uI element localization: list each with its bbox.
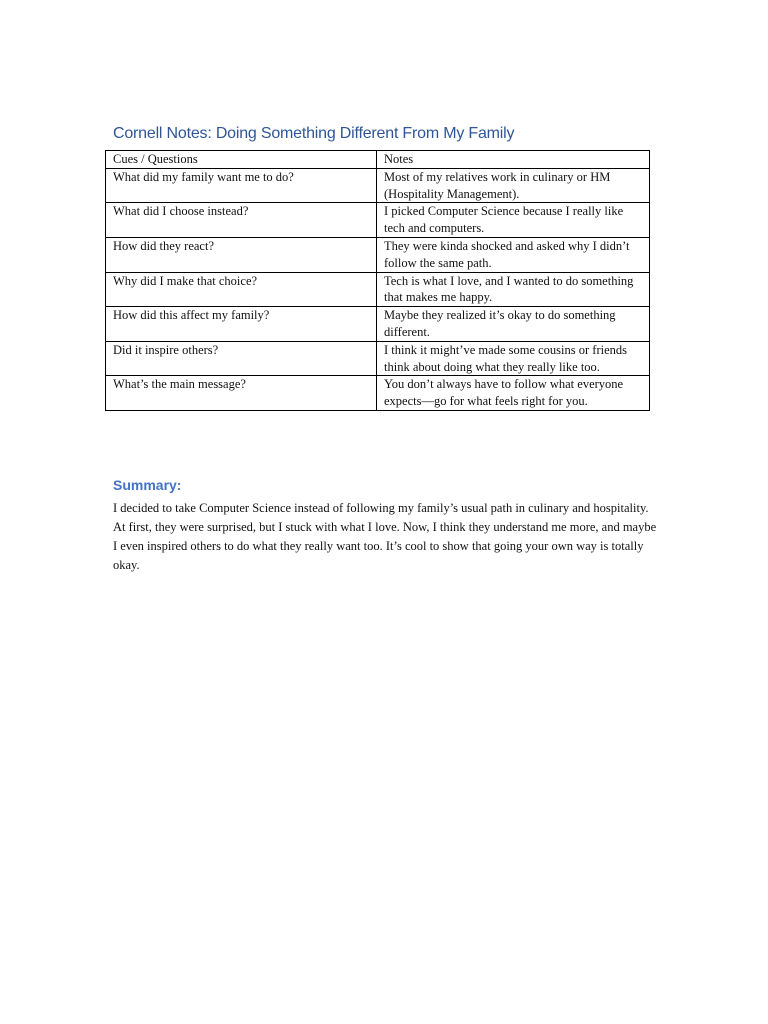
cue-cell: How did they react?	[106, 237, 377, 272]
table-row	[106, 341, 650, 376]
note-cell: I think it might’ve made some cousins or friends think about doing what they really like too.	[377, 341, 650, 376]
cue-cell: Why did I make that choice?	[106, 272, 377, 307]
summary-paragraph: I decided to take Computer Science instead of following my family’s usual path in culinary and hospitality. At first, they were surprised, but I stuck with what I love. Now, I think they understand me more, and maybe I even inspired others to do what they really want too. It’s cool to show that going your own way is totally okay.	[113, 501, 657, 572]
table-row	[106, 168, 650, 203]
page-title: Cornell Notes: Doing Something Different From My Family	[113, 125, 515, 142]
column-header-cues: Cues / Questions	[106, 151, 377, 169]
summary-heading: Summary:	[113, 477, 182, 493]
table-row	[106, 376, 650, 411]
cue-cell: What did I choose instead?	[106, 203, 377, 238]
table-row	[106, 272, 650, 307]
table-row	[106, 237, 650, 272]
table-header-row	[106, 151, 650, 169]
cue-cell: Did it inspire others?	[106, 341, 377, 376]
note-cell: You don’t always have to follow what everyone expects—go for what feels right for you.	[377, 376, 650, 411]
cue-cell: What’s the main message?	[106, 376, 377, 411]
column-header-notes: Notes	[377, 151, 650, 169]
cornell-notes-table	[105, 150, 650, 411]
note-cell: They were kinda shocked and asked why I didn’t follow the same path.	[377, 237, 650, 272]
note-cell: Most of my relatives work in culinary or HM (Hospitality Management).	[377, 168, 650, 203]
note-cell: I picked Computer Science because I really like tech and computers.	[377, 203, 650, 238]
table-row	[106, 307, 650, 342]
cue-cell: What did my family want me to do?	[106, 168, 377, 203]
note-cell: Maybe they realized it’s okay to do something different.	[377, 307, 650, 342]
cue-cell: How did this affect my family?	[106, 307, 377, 342]
table-row	[106, 203, 650, 238]
note-cell: Tech is what I love, and I wanted to do something that makes me happy.	[377, 272, 650, 307]
